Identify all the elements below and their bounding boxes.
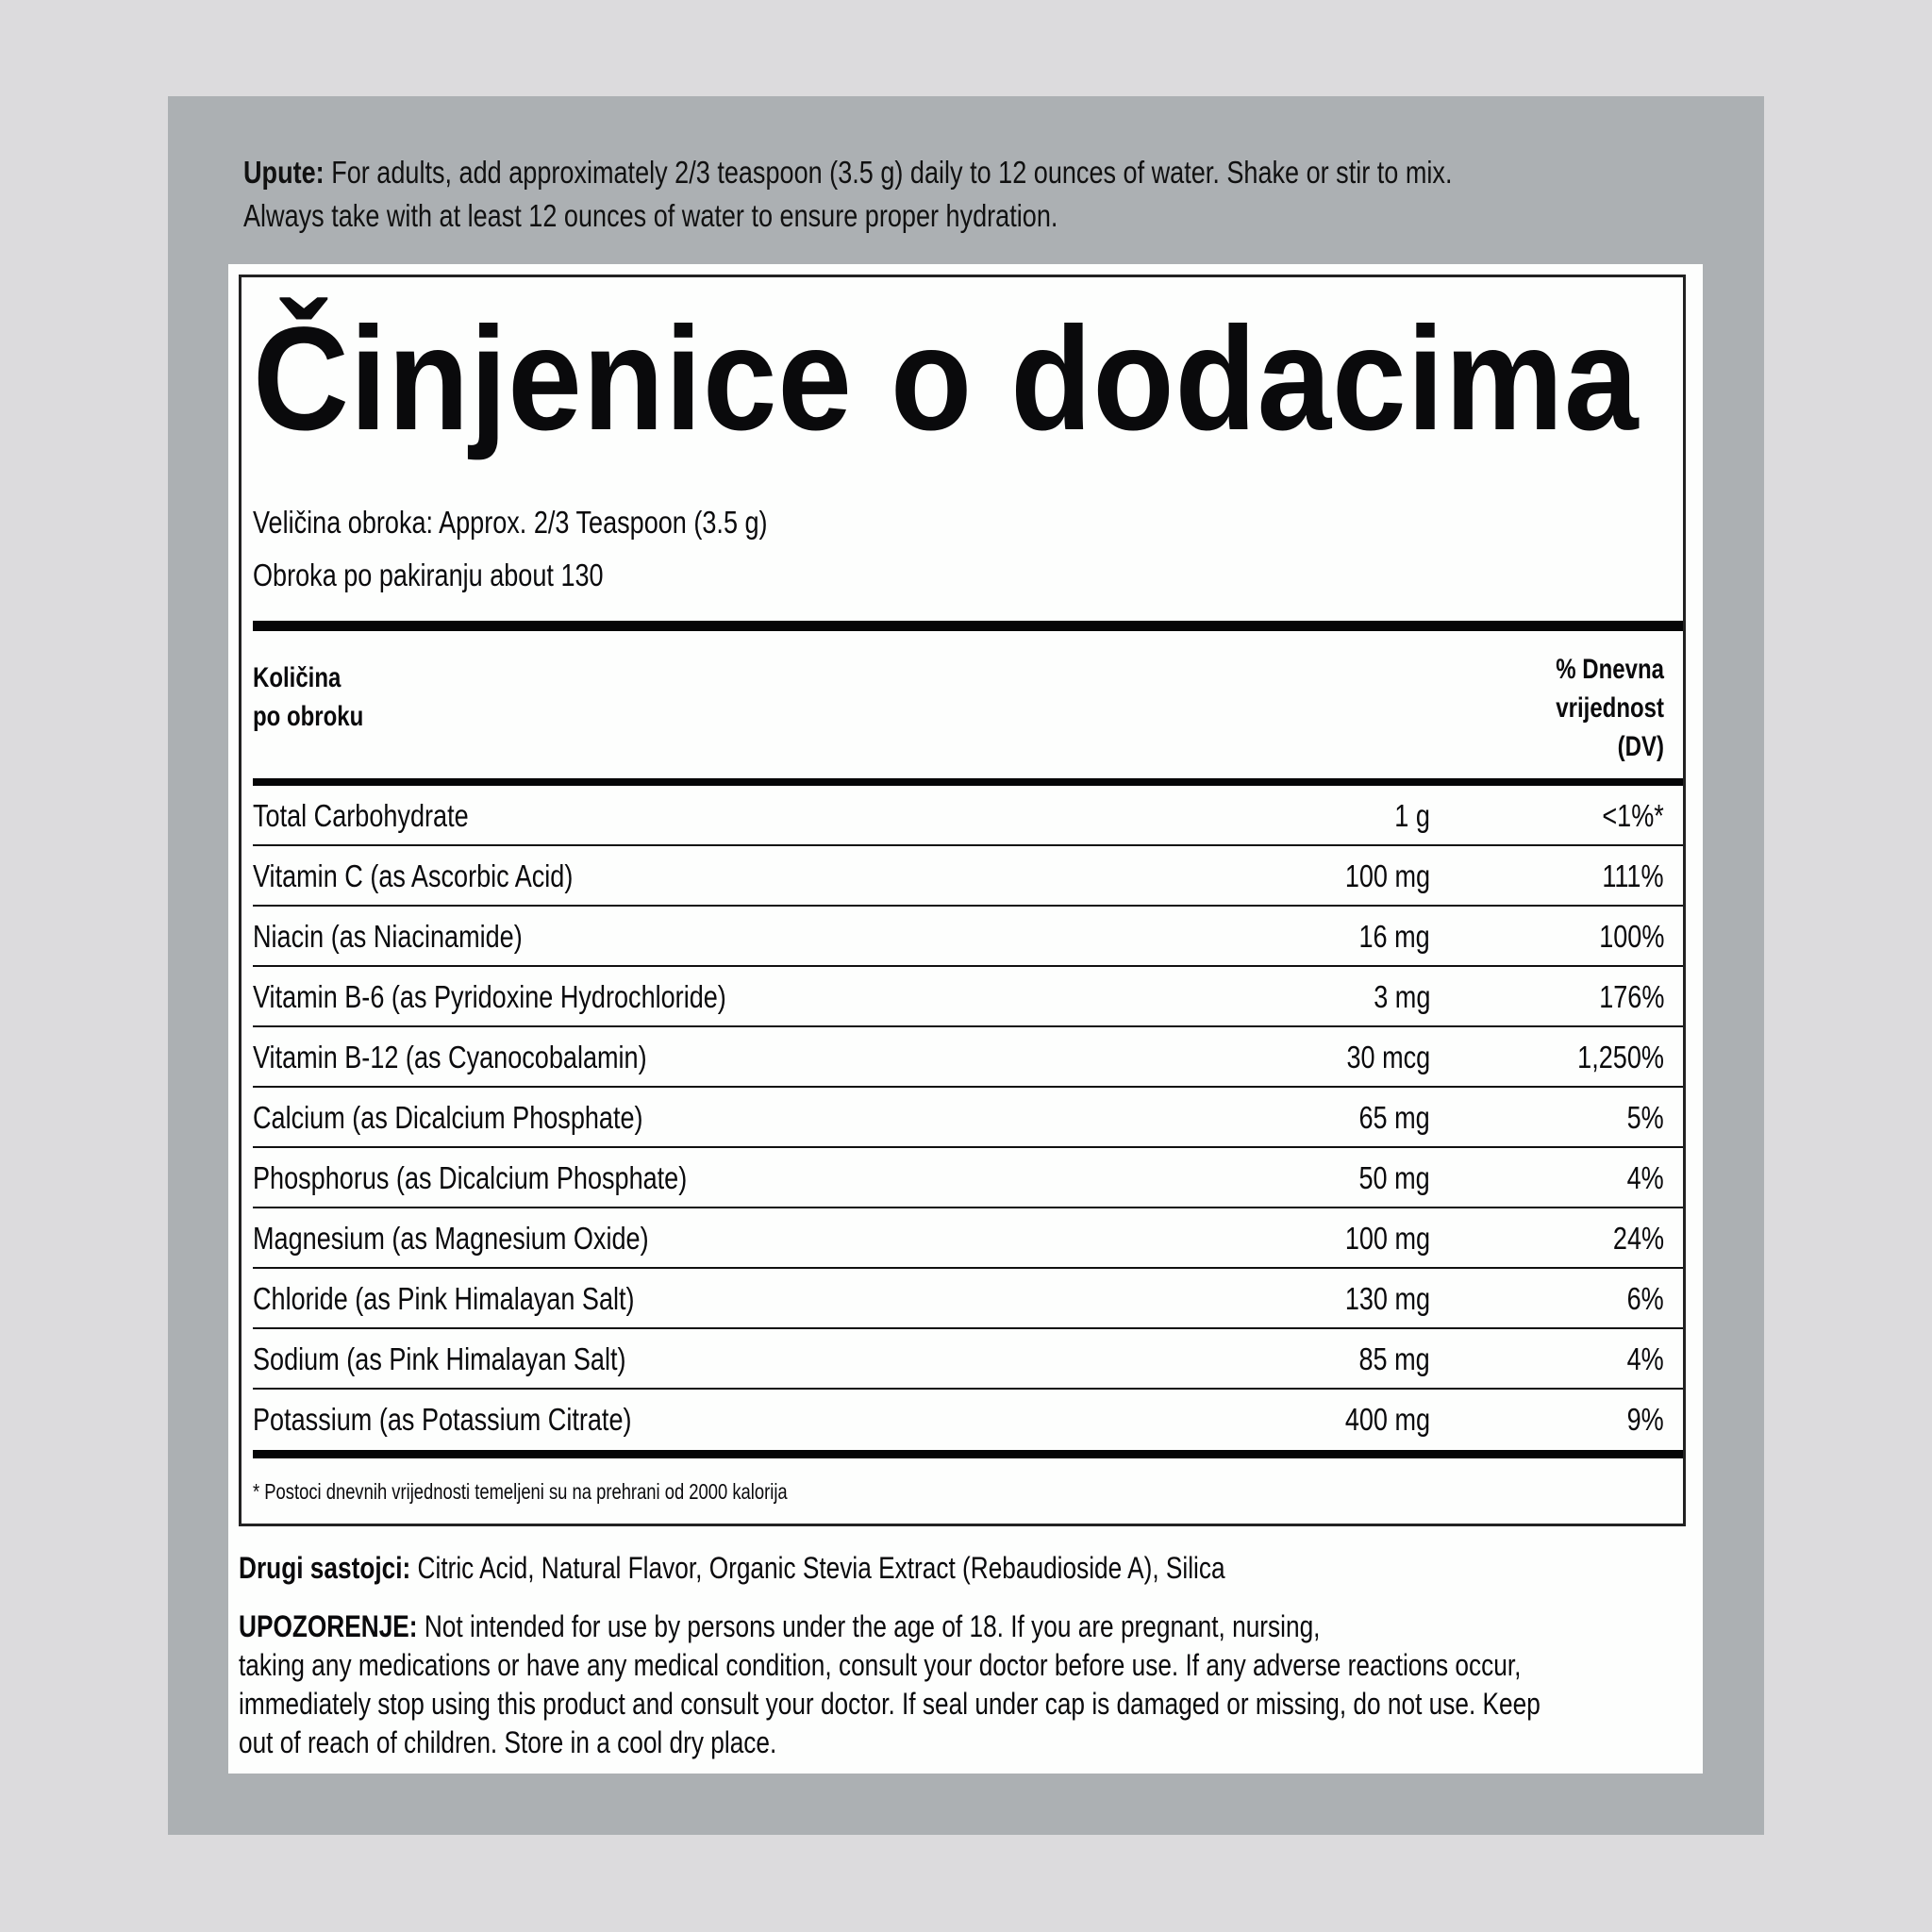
nutrient-name: Sodium (as Pink Himalayan Salt) (253, 1341, 626, 1376)
nutrient-name: Total Carbohydrate (253, 798, 469, 833)
other-ingredients-label: Drugi sastojci: (239, 1551, 411, 1585)
divider-bottom (253, 1450, 1683, 1458)
serving-size (253, 504, 880, 541)
facts-title-text: Činjenice o dodacima (253, 297, 1640, 461)
nutrient-amount: 65 mg (1358, 1100, 1430, 1135)
nutrient-name: Phosphorus (as Dicalcium Phosphate) (253, 1160, 688, 1195)
nutrient-dv: 24% (1612, 1221, 1664, 1256)
table-row (253, 1329, 1683, 1390)
nutrient-amount: 100 mg (1344, 858, 1430, 893)
nutrient-name: Vitamin B-12 (as Cyanocobalamin) (253, 1040, 647, 1074)
nutrient-amount: 3 mg (1373, 979, 1430, 1014)
nutrient-amount: 16 mg (1358, 919, 1430, 954)
nutrient-amount: 85 mg (1358, 1341, 1430, 1376)
nutrient-amount: 130 mg (1344, 1281, 1430, 1316)
nutrient-name: Vitamin C (as Ascorbic Acid) (253, 858, 574, 893)
nutrient-amount: 100 mg (1344, 1221, 1430, 1256)
nutrient-name: Niacin (as Niacinamide) (253, 919, 523, 954)
table-row (253, 1027, 1683, 1088)
nutrient-amount: 50 mg (1358, 1160, 1430, 1195)
table-row (253, 786, 1683, 846)
nutrient-dv: 100% (1598, 919, 1664, 954)
table-row (253, 846, 1683, 907)
amount-header-line-2: po obroku (253, 701, 364, 732)
nutrient-dv: 6% (1626, 1281, 1664, 1316)
nutrient-name: Vitamin B-6 (as Pyridoxine Hydrochloride) (253, 979, 726, 1014)
other-ingredients-text: Citric Acid, Natural Flavor, Organic Stevia Extract (Rebaudioside A), Silica (410, 1551, 1225, 1585)
nutrient-dv: 1,250% (1577, 1040, 1664, 1074)
nutrient-name: Chloride (as Pink Himalayan Salt) (253, 1281, 635, 1316)
warning-label: UPOZORENJE: (239, 1609, 418, 1643)
directions-line-1: For adults, add approximately 2/3 teaspoon (3.5 g) daily to 12 ounces of water. Shake or stir to mix. (324, 155, 1453, 190)
daily-value-header (1381, 650, 1664, 766)
nutrient-dv: 4% (1626, 1341, 1664, 1376)
warning-line-4: out of reach of children. Store in a cool dry place. (239, 1725, 777, 1759)
nutrient-name: Calcium (as Dicalcium Phosphate) (253, 1100, 643, 1135)
divider-thick (253, 621, 1683, 631)
directions-line-2: Always take with at least 12 ounces of water to ensure proper hydration. (243, 198, 1058, 233)
nutrient-dv: 176% (1598, 979, 1664, 1014)
amount-per-serving-header (253, 658, 391, 736)
nutrient-name: Magnesium (as Magnesium Oxide) (253, 1221, 649, 1256)
servings-per-container-text: Obroka po pakiranju about 130 (253, 558, 604, 592)
divider-medium (253, 778, 1683, 786)
dv-header-line-2: vrijednost (1556, 692, 1664, 724)
nutrient-table (253, 786, 1683, 1448)
table-row (253, 1269, 1683, 1329)
warning-line-3: immediately stop using this product and consult your doctor. If seal under cap is damaged or missing, do not use. Keep (239, 1687, 1541, 1721)
table-row (253, 1148, 1683, 1208)
nutrient-amount: 30 mcg (1346, 1040, 1430, 1074)
table-row (253, 1208, 1683, 1269)
directions-text (243, 151, 1718, 238)
nutrient-dv: <1%* (1602, 798, 1664, 833)
warning-line-1: Not intended for use by persons under the age of 18. If you are pregnant, nursing, (417, 1609, 1321, 1643)
nutrient-dv: 9% (1626, 1402, 1664, 1437)
supplement-card (228, 264, 1703, 1774)
table-row (253, 907, 1683, 967)
nutrient-amount: 1 g (1394, 798, 1430, 833)
footnote-text: * Postoci dnevnih vrijednosti temeljeni su na prehrani od 2000 kalorija (253, 1479, 788, 1504)
nutrient-dv: 5% (1626, 1100, 1664, 1135)
other-ingredients (239, 1549, 1441, 1587)
amount-header-line-1: Količina (253, 662, 341, 693)
supplement-facts-box (239, 275, 1686, 1526)
serving-size-text: Veličina obroka: Approx. 2/3 Teaspoon (3.5 g) (253, 505, 768, 540)
table-row (253, 1088, 1683, 1148)
nutrient-dv: 4% (1626, 1160, 1664, 1195)
nutrient-amount: 400 mg (1344, 1402, 1430, 1437)
daily-value-footnote (253, 1477, 921, 1506)
table-row (253, 1390, 1683, 1448)
servings-per-container (253, 557, 680, 594)
nutrient-dv: 111% (1602, 858, 1664, 893)
warning-text (239, 1607, 1826, 1762)
directions-label: Upute: (243, 155, 325, 190)
warning-line-2: taking any medications or have any medical condition, consult your doctor before use. If any adverse reactions occur, (239, 1648, 1522, 1682)
dv-header-line-3: (DV) (1617, 731, 1664, 762)
table-row (253, 967, 1683, 1027)
dv-header-line-1: % Dnevna (1556, 654, 1664, 685)
facts-title (253, 294, 1785, 464)
nutrient-name: Potassium (as Potassium Citrate) (253, 1402, 632, 1437)
